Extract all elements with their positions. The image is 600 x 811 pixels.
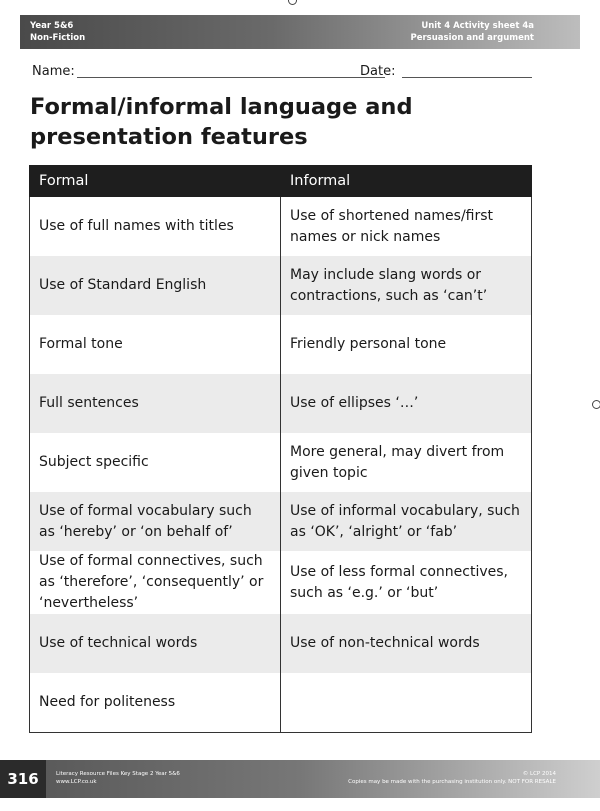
table-row <box>30 374 532 433</box>
table-row <box>30 197 532 257</box>
date-field-line[interactable] <box>402 77 532 78</box>
name-label: Name: <box>32 64 75 79</box>
informal-cell: Use of less formal connectives, such as ‘e.g.’ or ‘but’ <box>281 551 532 614</box>
footer-left <box>56 770 180 786</box>
copyright-label: © LCP 2014 <box>522 771 556 777</box>
formal-cell: Use of technical words <box>30 614 281 673</box>
table-row <box>30 551 532 614</box>
table-row <box>30 256 532 315</box>
informal-cell: More general, may divert from given topic <box>281 433 532 492</box>
name-date-row <box>32 64 532 80</box>
formal-cell: Need for politeness <box>30 673 281 733</box>
registration-mark-right <box>592 400 600 409</box>
comparison-table-wrap <box>29 165 532 733</box>
license-label: Copies may be made with the purchasing institution only. NOT FOR RESALE <box>348 779 556 785</box>
website-label: www.LCP.co.uk <box>56 779 97 785</box>
formal-cell: Full sentences <box>30 374 281 433</box>
formal-cell: Formal tone <box>30 315 281 374</box>
header-right <box>411 20 535 44</box>
header-left <box>30 20 85 44</box>
informal-cell: Use of shortened names/first names or nick names <box>281 197 532 257</box>
page-number: 316 <box>0 760 46 798</box>
page-title: Formal/informal language and presentation features <box>30 94 413 150</box>
footer-right <box>348 770 556 786</box>
informal-cell: Use of non-technical words <box>281 614 532 673</box>
header-informal: Informal <box>281 166 532 197</box>
informal-cell: Friendly personal tone <box>281 315 532 374</box>
header-bar <box>20 15 580 49</box>
table-row <box>30 673 532 733</box>
series-label: Literacy Resource Files Key Stage 2 Year 5&6 <box>56 771 180 777</box>
unit-label: Unit 4 Activity sheet 4a <box>421 21 534 31</box>
table-row <box>30 492 532 551</box>
informal-cell: May include slang words or contractions, such as ‘can’t’ <box>281 256 532 315</box>
formal-cell: Use of formal vocabulary such as ‘hereby’ or ‘on behalf of’ <box>30 492 281 551</box>
header-formal: Formal <box>30 166 281 197</box>
footer-bar <box>0 760 600 798</box>
table-header-row <box>30 166 532 197</box>
table-row <box>30 433 532 492</box>
informal-cell: Use of ellipses ‘…’ <box>281 374 532 433</box>
formal-cell: Use of full names with titles <box>30 197 281 257</box>
informal-cell <box>281 673 532 733</box>
registration-mark-top <box>288 0 297 5</box>
comparison-table <box>29 165 532 733</box>
table-row <box>30 315 532 374</box>
strand-label: Non-Fiction <box>30 33 86 43</box>
formal-cell: Use of formal connectives, such as ‘therefore’, ‘consequently’ or ‘nevertheless’ <box>30 551 281 614</box>
year-label: Year 5&6 <box>30 21 74 31</box>
formal-cell: Subject specific <box>30 433 281 492</box>
date-label: Date: <box>360 64 396 79</box>
name-field-line[interactable] <box>77 77 385 78</box>
formal-cell: Use of Standard English <box>30 256 281 315</box>
informal-cell: Use of informal vocabulary, such as ‘OK’, ‘alright’ or ‘fab’ <box>281 492 532 551</box>
topic-label: Persuasion and argument <box>410 33 534 43</box>
table-row <box>30 614 532 673</box>
